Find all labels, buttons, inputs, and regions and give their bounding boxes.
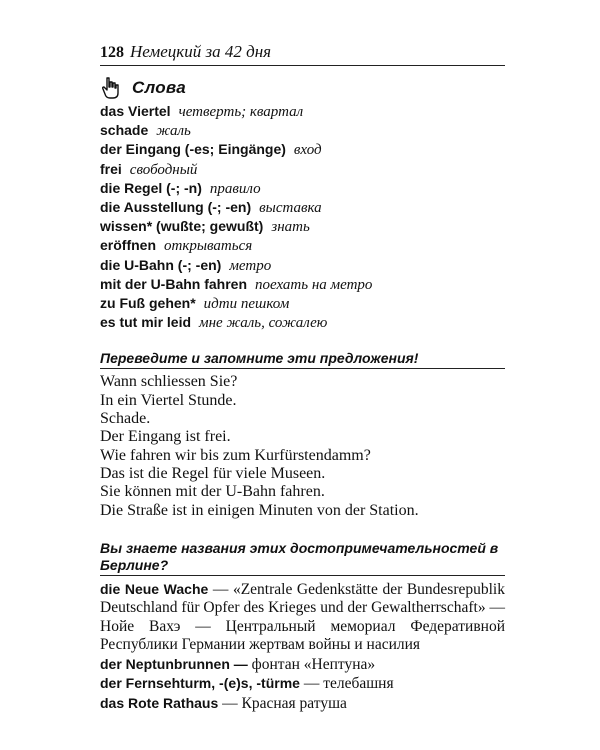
page-number: 128 [100, 44, 124, 61]
book-title: Немецкий за 42 дня [130, 42, 272, 61]
sentence-list [100, 373, 505, 519]
sentence-line: Der Eingang ist frei. [100, 428, 231, 446]
russian-translation: поехать на метро [255, 276, 373, 293]
sentence-line: Schade. [100, 410, 151, 428]
german-word: schade [100, 122, 149, 139]
german-word: frei [100, 160, 122, 177]
vocab-entry [100, 256, 505, 275]
german-word: die Ausstellung (-; -en) [100, 199, 252, 216]
page-header [100, 42, 505, 66]
sight-name: der Neptunbrunnen — [100, 655, 248, 672]
german-word: die U-Bahn (-; -en) [100, 256, 222, 273]
vocab-entry [100, 179, 505, 198]
german-word: die Regel (-; -n) [100, 179, 202, 196]
russian-translation: свободный [129, 161, 198, 178]
sights-list [100, 580, 505, 714]
sight-item [100, 674, 505, 694]
vocab-entry [100, 121, 505, 140]
russian-translation: правило [209, 180, 261, 197]
vocab-entry [100, 313, 505, 332]
sentence-line: In ein Viertel Stunde. [100, 391, 237, 409]
russian-translation: метро [229, 257, 272, 274]
german-word: eröffnen [100, 237, 156, 254]
german-word: das Viertel [100, 103, 171, 119]
russian-translation: выставка [259, 200, 322, 217]
sentence-line: Die Straße ist in einigen Minuten von der Station. [100, 501, 419, 519]
sentence-line: Wann schliessen Sie? [100, 373, 238, 391]
sight-description: — Красная ратуша [218, 694, 347, 712]
sight-description: фонтан «Нептуна» [247, 655, 376, 673]
words-section-heading [100, 76, 505, 100]
russian-translation: четверть; квартал [178, 104, 304, 120]
russian-translation: жаль [156, 123, 191, 140]
book-page [100, 42, 505, 713]
russian-translation: знать [271, 219, 310, 236]
vocab-entry [100, 217, 505, 236]
sight-description: — «Zentrale Gedenkstätte der Bundesrepublik Deutschland für Opfer des Krieges und der Gewaltherrschaft» — Нойе Вахэ — Центральный мемориал Федеративной Республики Германии жертвам войны и насилия [100, 580, 505, 654]
german-word: es tut mir leid [100, 314, 192, 331]
german-word: wissen* (wußte; gewußt) [100, 218, 264, 235]
sight-item [100, 580, 505, 655]
german-word: der Eingang (-es; Eingänge) [100, 141, 286, 158]
vocab-entry [100, 275, 505, 294]
vocabulary-list [100, 102, 505, 332]
sentence-line: Das ist die Regel für viele Museen. [100, 464, 326, 482]
russian-translation: вход [293, 142, 322, 159]
sentence-line: Wie fahren wir bis zum Kurfürstendamm? [100, 446, 371, 464]
russian-translation: идти пешком [203, 296, 290, 313]
translate-section-title: Переведите и запомните эти предложения! [100, 350, 505, 369]
russian-translation: открываться [164, 238, 253, 255]
vocab-entry [100, 140, 505, 159]
vocab-entry [100, 198, 505, 217]
sight-name: das Rote Rathaus [100, 694, 219, 711]
sight-item [100, 694, 505, 714]
vocab-entry [100, 294, 505, 313]
sight-name: die Neue Wache [100, 580, 209, 597]
pointing-hand-icon [100, 76, 122, 100]
vocab-entry [100, 160, 505, 179]
vocab-entry [100, 102, 505, 121]
sight-name: der Fernsehturm, -(e)s, -türme [100, 675, 300, 692]
sight-item [100, 655, 505, 675]
vocab-entry [100, 236, 505, 255]
german-word: zu Fuß gehen* [100, 295, 196, 312]
sight-description: — телебашня [299, 675, 394, 693]
russian-translation: мне жаль, сожалею [199, 315, 328, 332]
words-title: Слова [132, 78, 187, 97]
sentence-line: Sie können mit der U-Bahn fahren. [100, 483, 325, 501]
sights-section-title: Вы знаете названия этих достопримечательностей в Берлине? [100, 540, 505, 576]
german-word: mit der U-Bahn fahren [100, 275, 248, 292]
